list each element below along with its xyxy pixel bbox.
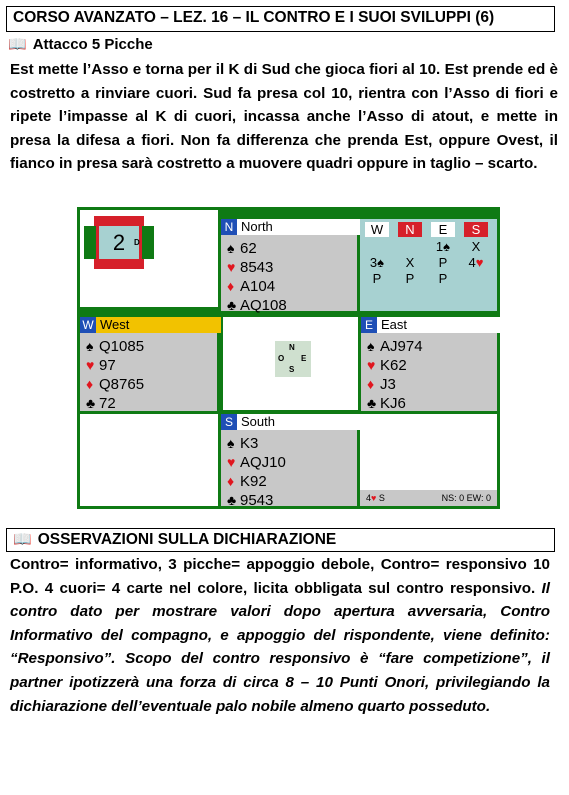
observations-title — [6, 528, 555, 552]
north-spades: 62 — [240, 240, 257, 257]
compass-s: S — [289, 365, 295, 374]
seat-badge-north: N — [221, 219, 237, 235]
heart-icon: ♥ — [227, 259, 236, 275]
north-hand — [221, 219, 357, 314]
seat-name-east: East — [377, 317, 501, 333]
west-clubs: 72 — [99, 395, 116, 412]
bidding-table — [360, 219, 497, 311]
diamond-icon: ♦ — [367, 376, 375, 392]
north-hearts: 8543 — [240, 259, 274, 276]
observations-normal: Contro= informativo, 3 picche= appoggio debole, Contro= responsivo 10 P.O. 4 cuori= 4 carte nel colore, licita obbligata sul contro responsivo. — [10, 556, 550, 597]
heart-icon: ♥ — [86, 357, 95, 373]
spade-icon: ♠ — [367, 338, 375, 354]
diamond-icon: ♦ — [227, 473, 235, 489]
west-hearts: 97 — [99, 357, 116, 374]
east-clubs: KJ6 — [380, 395, 406, 412]
bid-cell: 4♥ — [468, 255, 484, 270]
club-icon: ♣ — [227, 297, 237, 313]
bid-cell: X — [405, 255, 415, 270]
north-diamonds: A104 — [240, 278, 276, 295]
seat-badge-south: S — [221, 414, 237, 430]
score-display: NS: 0 EW: 0 — [441, 493, 491, 503]
south-hearts: AQJ10 — [240, 454, 286, 471]
compass-n: N — [289, 343, 295, 352]
seat-name-west: West — [96, 317, 221, 333]
diamond-icon: ♦ — [86, 376, 94, 392]
result-bar — [360, 490, 497, 506]
observations-italic: Il contro dato per mostrare valori dopo apertura avversaria, Contro Informativo del compagno, e appoggio del rispondente, viene definito: “Responsivo”. Scopo del contro responsivo è “fare competizione”, il partner ipotizzerà una forza di circa 8 – 10 Punti Onori, privilegiando la dichiarazione dell’eventuale palo nobile almeno quarto posseduto. — [10, 579, 550, 715]
board-number: 2 — [99, 226, 139, 259]
south-clubs: 9543 — [240, 492, 274, 509]
opening-lead — [8, 35, 153, 53]
west-spades: Q1085 — [99, 338, 145, 355]
opening-lead-text: Attacco 5 Picche — [32, 36, 153, 53]
bid-cell: P — [438, 271, 448, 286]
compass-icon — [274, 340, 312, 378]
bid-cell: P — [405, 271, 415, 286]
heart-icon: ♥ — [367, 357, 376, 373]
spade-icon: ♠ — [86, 338, 94, 354]
play-description: Est mette l’Asso e torna per il K di Sud che gioca fiori al 10. Est prende ed è costretto a rinviare cuori. Sud fa presa col 10, rientra con l’Asso di fiori e ripete l’impasse al K di cuori, incassa anche l’Asso di atout, e mette in presa la difesa a fiori. Non fa differenza che prenda Est, oppure Ovest, il fianco in presa sarà costretto a muovere quadri oppure in taglio – scarto. — [10, 61, 558, 172]
seat-badge-west: W — [80, 317, 96, 333]
table-center — [223, 317, 358, 410]
south-hand — [221, 414, 357, 509]
vulnerability-side-left — [84, 226, 96, 259]
board-info-panel — [80, 210, 218, 307]
diamond-icon: ♦ — [227, 278, 235, 294]
east-spades: AJ974 — [380, 338, 423, 355]
bid-cell: 3♠ — [369, 255, 385, 270]
spade-icon: ♠ — [227, 435, 235, 451]
contract-display — [366, 490, 385, 506]
vulnerability-side-right — [142, 226, 154, 259]
bid-header-s: S — [464, 222, 488, 237]
east-diamonds: J3 — [380, 376, 396, 393]
north-clubs: AQ108 — [240, 297, 287, 314]
declarer: S — [378, 493, 385, 503]
compass-o: O — [278, 354, 285, 363]
club-icon: ♣ — [86, 395, 96, 411]
east-hand — [361, 317, 497, 411]
observations-body — [10, 553, 550, 718]
south-spades: K3 — [240, 435, 259, 452]
result-panel — [360, 414, 497, 506]
book-icon: 📖 — [13, 531, 32, 548]
west-diamonds: Q8765 — [99, 376, 145, 393]
empty-panel — [80, 414, 218, 506]
contract-level: 4 — [366, 493, 372, 503]
bid-cell: 1♠ — [435, 239, 451, 254]
lesson-title: CORSO AVANZATO – LEZ. 16 – IL CONTRO E I SUOI SVILUPPI (6) — [6, 6, 555, 32]
west-hand — [80, 317, 217, 411]
bid-header-e: E — [431, 222, 455, 237]
bid-header-w: W — [365, 222, 389, 237]
club-icon: ♣ — [227, 492, 237, 508]
club-icon: ♣ — [367, 395, 377, 411]
dealer-indicator: D — [134, 238, 140, 247]
spade-icon: ♠ — [227, 240, 235, 256]
compass-e: E — [301, 354, 307, 363]
east-hearts: K62 — [380, 357, 407, 374]
seat-name-south: South — [237, 414, 361, 430]
bid-cell: P — [438, 255, 448, 270]
bid-cell: P — [372, 271, 382, 286]
seat-name-north: North — [237, 219, 361, 235]
book-icon: 📖 — [8, 36, 27, 53]
bid-cell: X — [471, 239, 481, 254]
heart-icon: ♥ — [371, 493, 377, 503]
bridge-board — [77, 207, 500, 509]
heart-icon: ♥ — [227, 454, 236, 470]
seat-badge-east: E — [361, 317, 377, 333]
south-diamonds: K92 — [240, 473, 267, 490]
observations-title-text: OSSERVAZIONI SULLA DICHIARAZIONE — [37, 531, 337, 548]
bid-header-n: N — [398, 222, 422, 237]
